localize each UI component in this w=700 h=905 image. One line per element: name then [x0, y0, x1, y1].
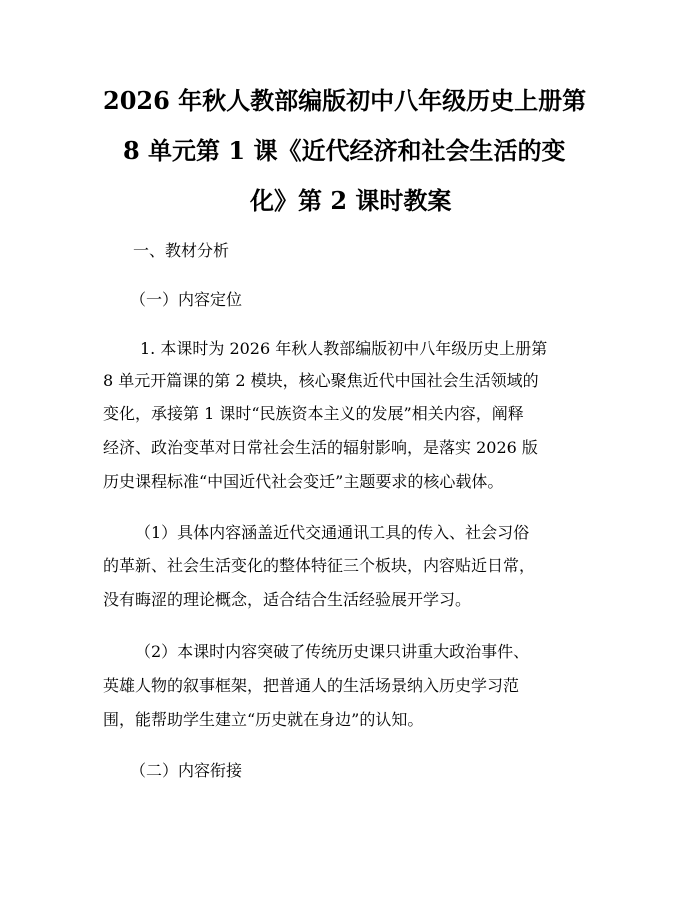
paragraph-1-line-2: 8 单元开篇课的第 2 模块，核心聚焦近代中国社会生活领域的: [103, 371, 539, 390]
subsection-heading-content-connection: （二）内容衔接: [130, 761, 243, 780]
title-line-3: 化》第 2 课时教案: [250, 186, 452, 215]
paragraph-2-line-2: 的革新、社会生活变化的整体特征三个板块，内容贴近日常，: [103, 556, 536, 575]
title-line-2: 8 单元第 1 课《近代经济和社会生活的变: [123, 136, 566, 165]
paragraph-1-line-1: 1. 本课时为 2026 年秋人教部编版初中八年级历史上册第: [140, 339, 548, 358]
paragraph-1-line-5: 历史课程标准“中国近代社会变迁”主题要求的核心载体。: [103, 472, 504, 491]
paragraph-3-line-3: 围，能帮助学生建立“历史就在身边”的认知。: [103, 710, 424, 729]
paragraph-1-line-4: 经济、政治变革对日常社会生活的辐射影响，是落实 2026 版: [103, 438, 538, 457]
subsection-heading-content-positioning: （一）内容定位: [130, 290, 243, 309]
paragraph-3-line-2: 英雄人物的叙事框架，把普通人的生活场景纳入历史学习范: [103, 676, 520, 695]
section-heading-textbook-analysis: 一、教材分析: [133, 241, 230, 260]
paragraph-1-line-3: 变化，承接第 1 课时“民族资本主义的发展”相关内容，阐释: [103, 404, 524, 423]
paragraph-2-line-1: （1）具体内容涵盖近代交通通讯工具的传入、社会习俗: [135, 523, 530, 542]
title-line-1: 2026 年秋人教部编版初中八年级历史上册第: [103, 86, 587, 115]
paragraph-3-line-1: （2）本课时内容突破了传统历史课只讲重大政治事件、: [135, 642, 530, 661]
paragraph-2-line-3: 没有晦涩的理论概念，适合结合生活经验展开学习。: [103, 590, 472, 609]
